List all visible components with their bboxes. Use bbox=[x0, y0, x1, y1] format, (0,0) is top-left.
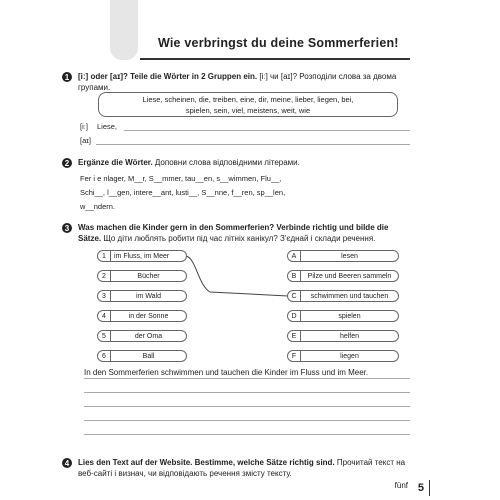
match-left-1-index: 1 bbox=[98, 251, 111, 261]
task1-instruction-uk: [iː] чи [aɪ]? Розподіли слова за двома групами. bbox=[78, 72, 397, 92]
match-left-3-text: im Wald bbox=[135, 292, 162, 300]
task3-number: 3 bbox=[62, 223, 72, 233]
task2-instruction-de: Ergänze die Wörter. bbox=[78, 158, 153, 167]
page-number-divider bbox=[429, 480, 430, 496]
task2-instruction-uk: Доповни слова відповідними літерами. bbox=[154, 158, 300, 167]
match-right-f-index: F bbox=[288, 351, 301, 361]
match-left-4[interactable] bbox=[97, 310, 187, 322]
task4-instruction-uk: Прочитай текст на веб-сайті і визнач, чи відповідають речення змісту тексту. bbox=[78, 458, 406, 478]
match-left-4-index: 4 bbox=[98, 311, 111, 321]
match-right-e-text: helfen bbox=[339, 332, 360, 340]
match-right-f-text: liegen bbox=[340, 352, 359, 360]
match-left-2-text: Bücher bbox=[137, 272, 160, 280]
match-left-1-text: im Fluss, im Meer bbox=[114, 252, 170, 260]
task1-row1-example: Liese, bbox=[97, 122, 118, 131]
task4-number: 4 bbox=[62, 458, 72, 468]
match-right-e[interactable] bbox=[287, 330, 399, 342]
match-left-5-text: der Oma bbox=[134, 332, 163, 340]
task2-line2: Schi__, l__gen, intere__ant, lusti__, S__nne, f__ren, sp__len, bbox=[80, 188, 286, 197]
match-right-d-text: spielen bbox=[338, 312, 361, 320]
task4-instruction-de: Lies den Text auf der Website. Bestimme, welche Sätze richtig sind. bbox=[78, 458, 335, 467]
match-right-b-text: Pilze und Beeren sammeln bbox=[307, 272, 392, 280]
task3-instruction-uk: Що діти люблять робити під час літніх канікул? З'єднай і склади речення. bbox=[103, 234, 376, 243]
task3-answer-line-5[interactable] bbox=[84, 434, 410, 435]
task3-answer-line-2[interactable] bbox=[84, 392, 410, 393]
match-left-6-text: Ball bbox=[142, 352, 155, 360]
task3-example-sentence: In den Sommerferien schwimmen und tauchen die Kinder im Fluss und im Meer. bbox=[84, 368, 369, 377]
match-right-e-index: E bbox=[288, 331, 301, 341]
page-number-word: fünf bbox=[394, 481, 408, 490]
match-right-f[interactable] bbox=[287, 350, 399, 362]
task3-answer-line-4[interactable] bbox=[84, 420, 410, 421]
page-number: 5 bbox=[417, 482, 424, 494]
task2-line3: w__ndern. bbox=[80, 202, 116, 211]
match-left-6-index: 6 bbox=[98, 351, 111, 361]
task1-row2-label: [aɪ] bbox=[80, 136, 92, 145]
task3-answer-line-3[interactable] bbox=[84, 406, 410, 407]
match-right-c-index: C bbox=[288, 291, 301, 301]
match-right-c-text: schwimmen und tauchen bbox=[310, 292, 389, 300]
task1-number: 1 bbox=[62, 72, 72, 82]
match-left-3-index: 3 bbox=[98, 291, 111, 301]
task2-line1: Fer i e nlager, M__r, S__mmer, tau__en, s__wimmen, Flu__, bbox=[80, 174, 282, 183]
match-right-a-index: A bbox=[288, 251, 301, 261]
match-left-1[interactable] bbox=[97, 250, 187, 262]
task1-row1-label: [iː] bbox=[80, 122, 88, 131]
match-right-d[interactable] bbox=[287, 310, 399, 322]
page-title: Wie verbringst du deine Sommerferien! bbox=[158, 36, 399, 50]
match-left-4-text: in der Sonne bbox=[128, 312, 169, 320]
task4-instruction bbox=[78, 457, 408, 479]
task3-connector-line bbox=[186, 256, 288, 296]
task1-words-line2: spielen, sein, viel, meistens, weit, wie bbox=[185, 106, 311, 115]
match-left-2[interactable] bbox=[97, 270, 187, 282]
match-right-b-index: B bbox=[288, 271, 301, 281]
match-left-5[interactable] bbox=[97, 330, 187, 342]
match-left-5-index: 5 bbox=[98, 331, 111, 341]
match-right-a-text: lesen bbox=[341, 252, 358, 260]
task2-number: 2 bbox=[62, 158, 72, 168]
match-left-2-index: 2 bbox=[98, 271, 111, 281]
match-right-a[interactable] bbox=[287, 250, 399, 262]
match-left-6[interactable] bbox=[97, 350, 187, 362]
task1-instruction-de: [iː] oder [aɪ]? Teile die Wörter in 2 Gruppen ein. bbox=[78, 72, 258, 81]
task1-words-line1: Liese, scheinen, die, treiben, eine, dir, meine, lieber, liegen, bei, bbox=[142, 95, 354, 104]
match-right-c[interactable] bbox=[287, 290, 399, 302]
task3-instruction-de: Was machen die Kinder gern in den Sommerferien? Verbinde richtig und bilde die Sätze. bbox=[78, 223, 389, 243]
match-right-d-index: D bbox=[288, 311, 301, 321]
match-right-b[interactable] bbox=[287, 270, 399, 282]
task3-answer-line-1[interactable] bbox=[84, 378, 410, 379]
match-left-3[interactable] bbox=[97, 290, 187, 302]
